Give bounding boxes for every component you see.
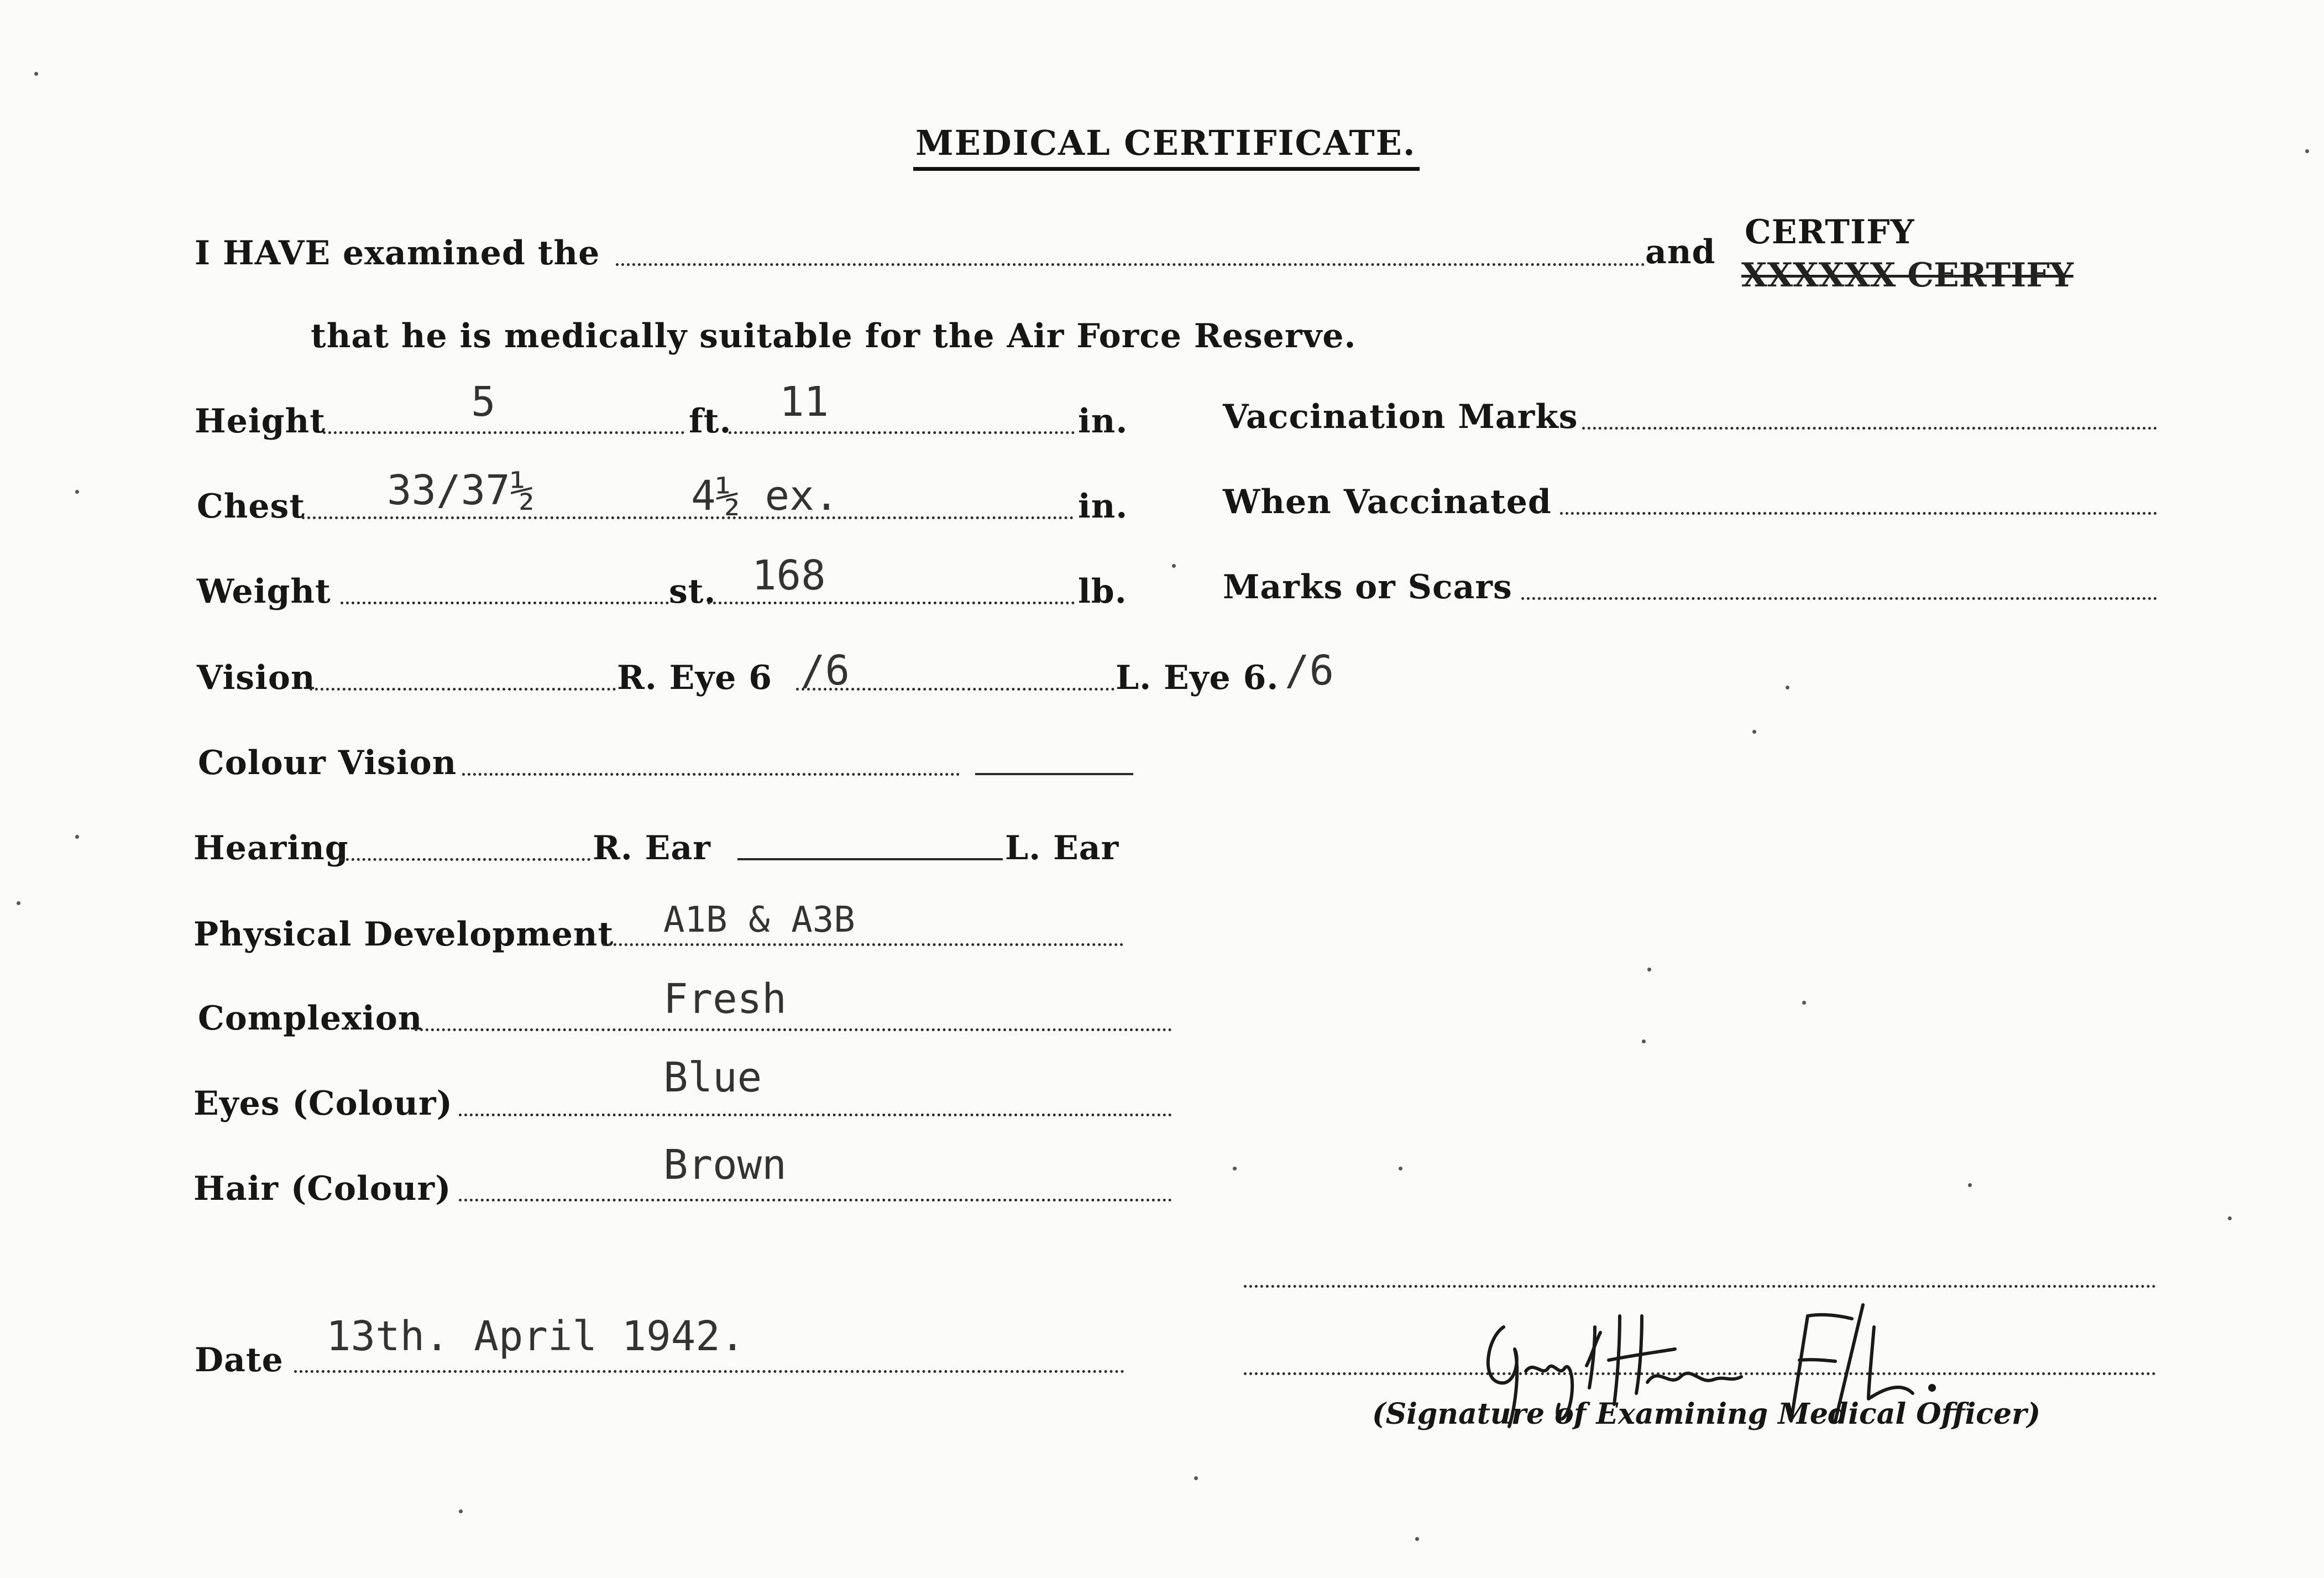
date-line xyxy=(294,1370,1124,1373)
weight-st-unit: st. xyxy=(669,572,716,611)
hearing-r-line xyxy=(341,858,590,861)
vaccination-marks-line xyxy=(1582,427,2157,430)
scan-speck xyxy=(1752,730,1756,734)
chest-value: 33/37½ xyxy=(387,467,535,514)
weight-label: Weight xyxy=(197,572,331,611)
colour-vision-line-2 xyxy=(975,773,1133,775)
height-label: Height xyxy=(195,402,326,441)
scan-speck xyxy=(1172,564,1176,568)
scan-speck xyxy=(1233,1167,1237,1171)
chest-expansion: 4½ ex. xyxy=(691,472,839,520)
chest-unit: in. xyxy=(1078,487,1128,526)
hearing-l-ear: L. Ear xyxy=(1005,829,1119,868)
eyes-label: Eyes (Colour) xyxy=(193,1084,453,1123)
height-in-line xyxy=(729,431,1075,434)
height-ft-value: 5 xyxy=(471,378,496,426)
marks-scars-line xyxy=(1521,597,2157,600)
certify-word: CERTIFY xyxy=(1745,213,1915,252)
eyes-value: Blue xyxy=(663,1054,762,1101)
hair-value: Brown xyxy=(663,1141,787,1189)
chest-line xyxy=(302,516,1074,519)
complexion-label: Complexion xyxy=(198,999,423,1038)
scan-speck xyxy=(1415,1537,1419,1541)
complexion-value: Fresh xyxy=(663,975,787,1023)
height-ft-unit: ft. xyxy=(689,402,732,441)
vision-r-eye-label: R. Eye 6 xyxy=(617,659,773,697)
scan-speck xyxy=(1786,686,1789,689)
eyes-line xyxy=(459,1114,1172,1116)
height-in-value: 11 xyxy=(779,378,829,426)
physical-development-value: A1B & A3B xyxy=(663,900,855,940)
hair-label: Hair (Colour) xyxy=(193,1169,452,1208)
scan-speck xyxy=(459,1509,463,1513)
scan-speck xyxy=(1968,1183,1972,1187)
vision-r-eye-line xyxy=(796,688,1114,691)
vision-l-eye-label: L. Eye 6. xyxy=(1116,659,1279,697)
height-ft-line xyxy=(323,431,684,434)
colour-vision-line-1 xyxy=(462,773,960,776)
height-in-unit: in. xyxy=(1078,402,1128,441)
scan-speck xyxy=(2228,1216,2232,1220)
chest-label: Chest xyxy=(197,487,306,526)
complexion-line xyxy=(415,1028,1172,1031)
scan-speck xyxy=(1802,1001,1806,1005)
scan-speck xyxy=(1194,1476,1198,1480)
intro-and: and xyxy=(1645,233,1716,271)
marks-scars-label: Marks or Scars xyxy=(1223,568,1512,607)
examined-name-line xyxy=(616,263,1645,266)
weight-lb-unit: lb. xyxy=(1078,572,1127,611)
weight-st-line xyxy=(341,602,669,604)
date-value: 13th. April 1942. xyxy=(326,1313,745,1360)
scan-speck xyxy=(1647,968,1651,971)
physical-development-label: Physical Development xyxy=(193,915,614,954)
scan-speck xyxy=(17,901,20,905)
title-underline xyxy=(913,167,1420,171)
weight-lb-line xyxy=(708,602,1075,604)
vaccination-marks-label: Vaccination Marks xyxy=(1223,398,1578,436)
struck-certify: XXXXXX CERTIFY xyxy=(1741,256,2074,295)
vision-r-eye-value: /6 xyxy=(800,647,850,694)
signature-upper-line xyxy=(1244,1285,2156,1288)
when-vaccinated-line xyxy=(1560,512,2157,515)
intro-prefix: I HAVE examined the xyxy=(195,234,600,273)
scan-speck xyxy=(1642,1039,1646,1043)
when-vaccinated-label: When Vaccinated xyxy=(1223,483,1552,521)
scan-speck xyxy=(34,72,38,76)
scan-speck xyxy=(75,490,79,494)
hearing-label: Hearing xyxy=(193,829,349,868)
vision-label: Vision xyxy=(197,659,316,697)
scan-speck xyxy=(2305,149,2309,153)
vision-l-eye-value: /6 xyxy=(1285,647,1334,694)
page-title: MEDICAL CERTIFICATE. xyxy=(915,123,1416,163)
physical-development-line xyxy=(603,943,1123,946)
scan-speck xyxy=(75,835,79,839)
colour-vision-label: Colour Vision xyxy=(198,744,457,782)
intro-line2: that he is medically suitable for the Air Force Reserve. xyxy=(311,317,1357,356)
hearing-l-line xyxy=(737,858,1003,860)
scan-speck xyxy=(1399,1167,1402,1171)
signature-caption: (Signature of Examining Medical Officer) xyxy=(1372,1397,2041,1431)
date-label: Date xyxy=(195,1341,284,1380)
hearing-r-ear: R. Ear xyxy=(593,829,711,868)
weight-value: 168 xyxy=(752,552,826,599)
hair-line xyxy=(459,1199,1172,1201)
vision-line xyxy=(310,688,616,691)
